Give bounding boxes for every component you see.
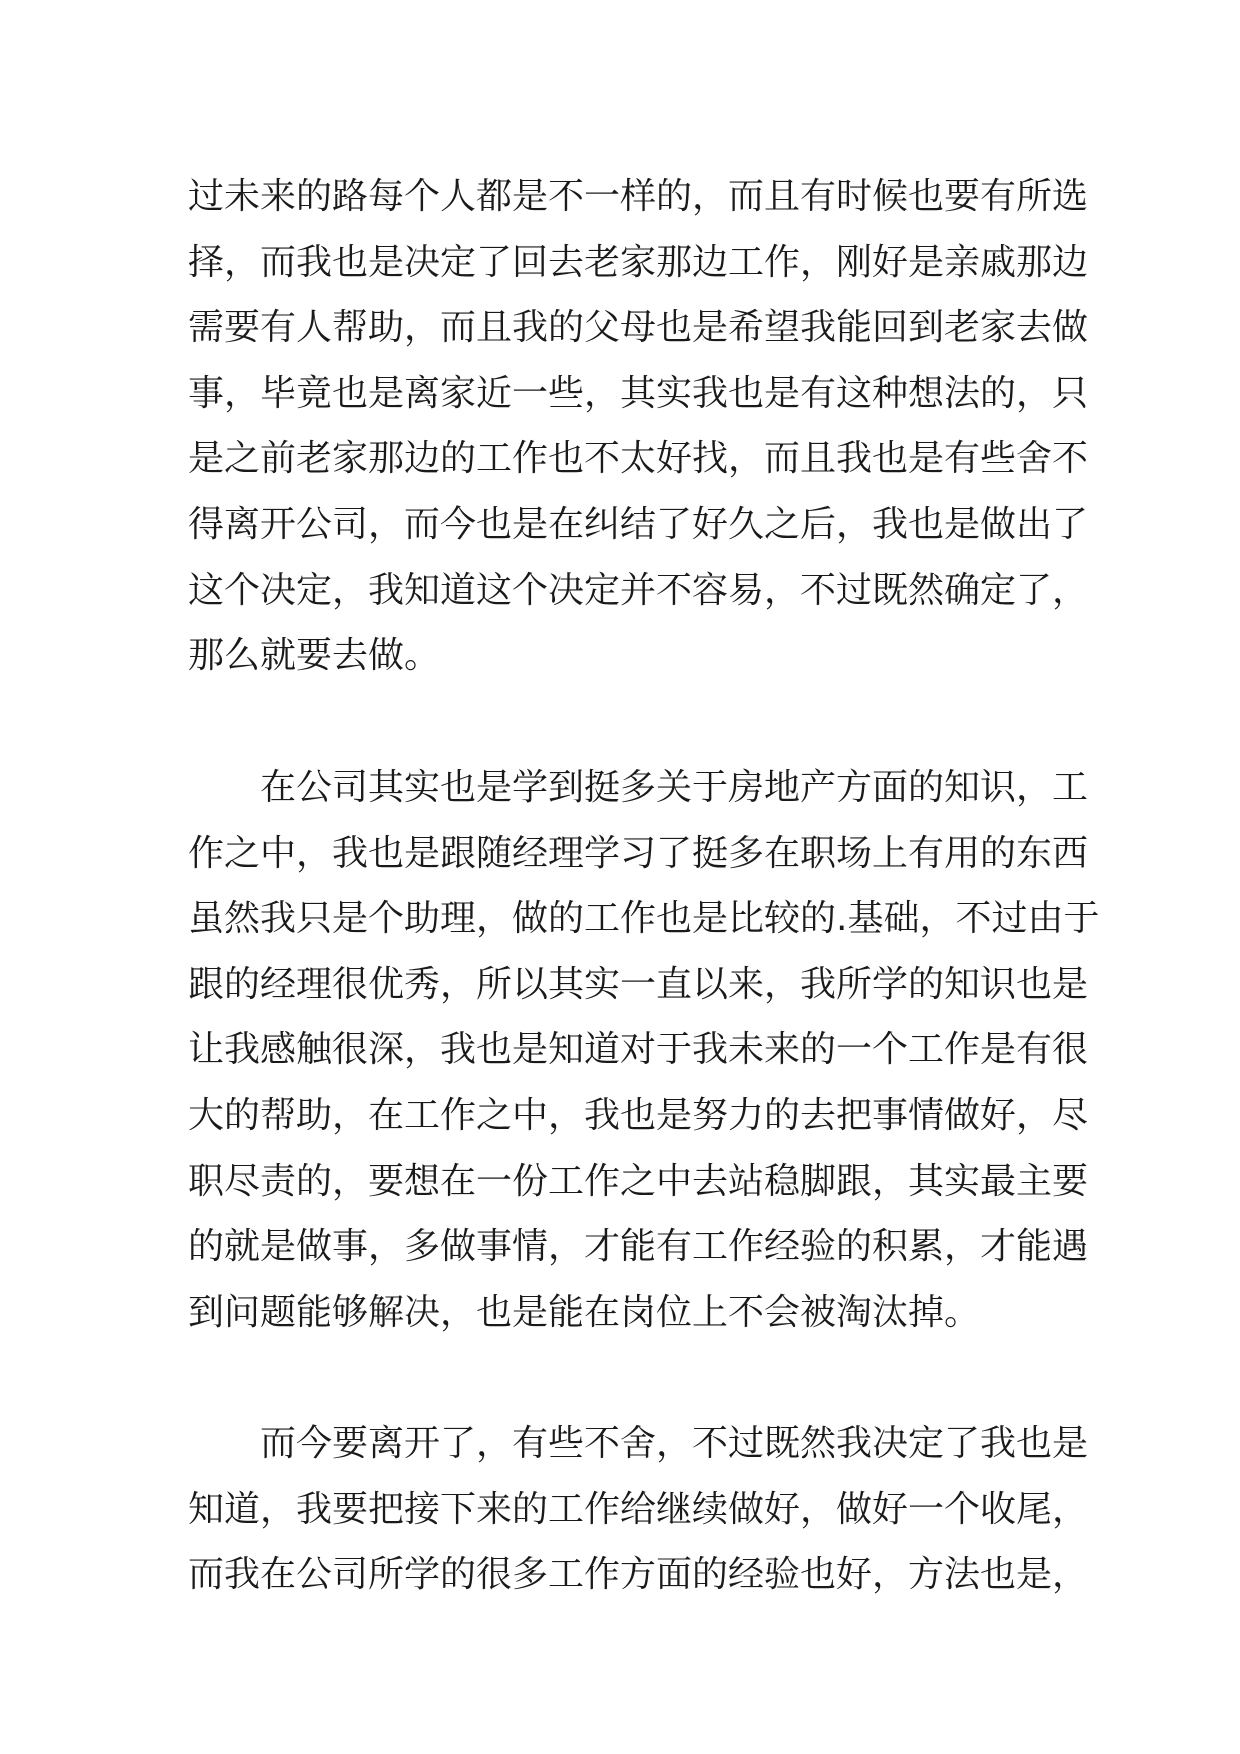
paragraph-line: 跟的经理很优秀，所以其实一直以来，我所学的知识也是 xyxy=(188,963,1089,1005)
paragraph-2 xyxy=(188,755,1100,1345)
paragraph-line: 需要有人帮助，而且我的父母也是希望我能回到老家去做 xyxy=(188,307,1089,349)
paragraph-line: 过未来的路每个人都是不一样的，而且有时候也要有所选 xyxy=(188,176,1089,217)
paragraph-line: 虽然我只是个助理，做的工作也是比较的.基础，不过由于 xyxy=(188,898,1100,940)
paragraph-line: 大的帮助，在工作之中，我也是努力的去把事情做好，尽 xyxy=(188,1094,1089,1136)
paragraph-line: 事，毕竟也是离家近一些，其实我也是有这种想法的，只 xyxy=(188,372,1089,414)
paragraph-line: 让我感触很深，我也是知道对于我未来的一个工作是有很 xyxy=(188,1029,1089,1071)
paragraph-line: 是之前老家那边的工作也不太好找，而且我也是有些舍不 xyxy=(188,438,1089,480)
paragraph-line: 作之中，我也是跟随经理学习了挺多在职场上有用的东西 xyxy=(188,832,1089,874)
paragraph-line: 而今要离开了，有些不舍，不过既然我决定了我也是 xyxy=(188,1423,1089,1464)
paragraph-line: 职尽责的，要想在一份工作之中去站稳脚跟，其实最主要 xyxy=(188,1160,1089,1202)
paragraph-line: 而我在公司所学的很多工作方面的经验也好，方法也是， xyxy=(188,1554,1089,1596)
paragraph-line: 得离开公司，而今也是在纠结了好久之后，我也是做出了 xyxy=(188,503,1089,545)
paragraph-3 xyxy=(188,1411,1089,1608)
paragraph-line: 在公司其实也是学到挺多关于房地产方面的知识，工 xyxy=(188,767,1089,808)
paragraph-line: 知道，我要把接下来的工作给继续做好，做好一个收尾， xyxy=(188,1488,1089,1530)
paragraph-line: 择，而我也是决定了回去老家那边工作，刚好是亲戚那边 xyxy=(188,241,1089,283)
paragraph-line: 的就是做事，多做事情，才能有工作经验的积累，才能遇 xyxy=(188,1226,1089,1268)
paragraph-line: 那么就要去做。 xyxy=(188,635,441,677)
paragraph-line: 到问题能够解决，也是能在岗位上不会被淘汰掉。 xyxy=(188,1291,981,1333)
paragraph-line: 这个决定，我知道这个决定并不容易，不过既然确定了， xyxy=(188,569,1089,611)
paragraph-1 xyxy=(188,164,1089,689)
